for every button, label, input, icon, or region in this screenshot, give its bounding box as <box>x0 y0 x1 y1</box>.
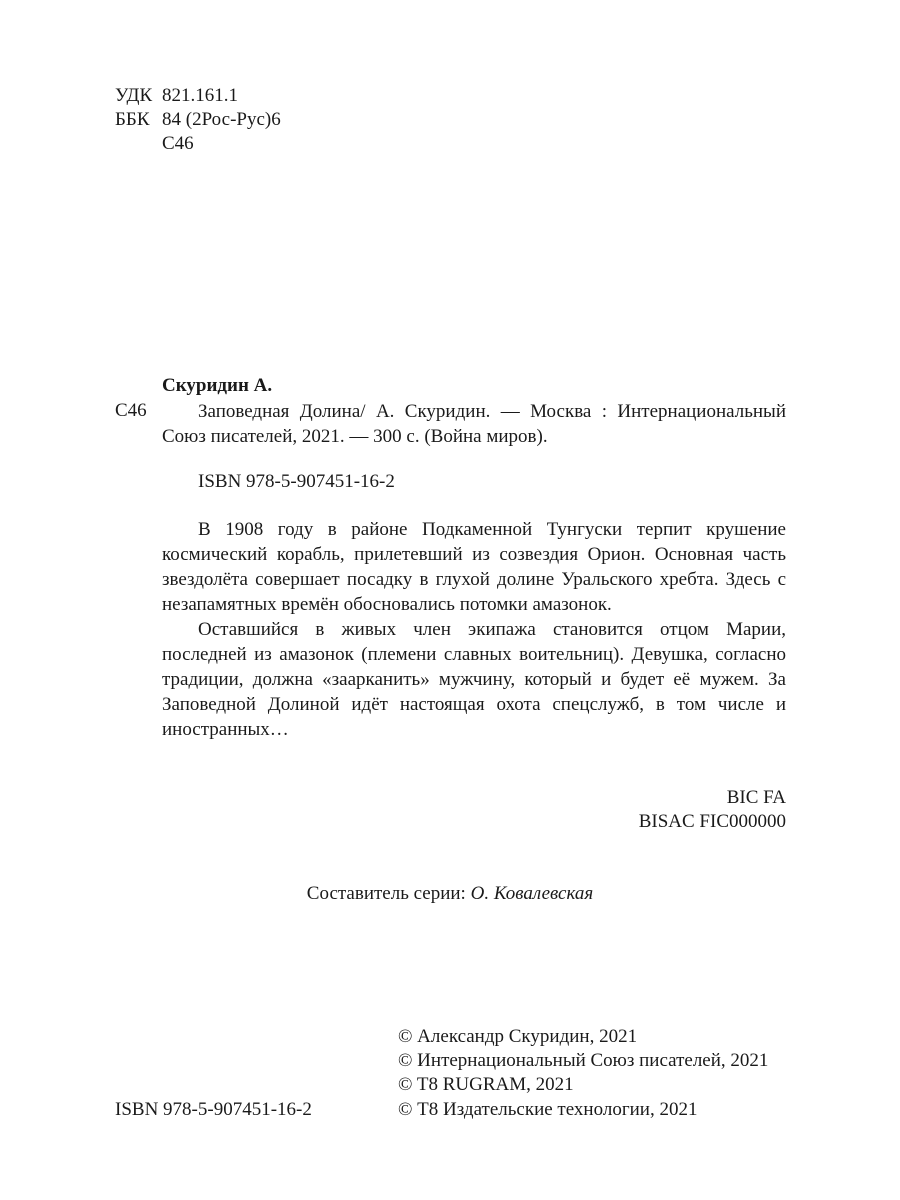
annotation-paragraph-2: Оставшийся в живых член экипажа становится отцом Марии, последней из амазонок (племени славных воительниц). Девушка, согласно традиции, должна «заарканить» мужчину, который и будет её мужем. За Заповедной Долиной идёт настоящая охота спецслужб, в том числе и иностранных… <box>162 619 786 740</box>
bibliographic-description: Заповедная Долина/ А. Скуридин. — Москва : Интернациональный Союз писателей, 2021. — 300 с. (Война миров). <box>162 401 786 447</box>
copyright-line: © Т8 Издательские технологии, 2021 <box>398 1099 698 1120</box>
entry-isbn: ISBN 978-5-907451-16-2 <box>198 471 395 492</box>
bbk-label: ББК <box>115 109 150 130</box>
author-mark: С46 <box>162 133 194 154</box>
bisac-code: BISAC FIC000000 <box>638 811 786 832</box>
copyright-line: © Интернациональный Союз писателей, 2021 <box>398 1050 769 1071</box>
udk-value: 821.161.1 <box>162 85 238 106</box>
author-name: Скуридин А. <box>162 375 273 396</box>
bic-code: BIC FA <box>726 787 786 808</box>
copyright-line: © Александр Скуридин, 2021 <box>398 1026 638 1047</box>
series-compiler-label: Составитель серии: <box>306 883 466 904</box>
udk-label: УДК <box>115 85 153 106</box>
copyright-line: © T8 RUGRAM, 2021 <box>398 1074 574 1095</box>
series-compiler-name: О. Ковалевская <box>470 883 594 904</box>
series-compiler <box>0 882 900 906</box>
entry-author-mark: С46 <box>115 400 147 421</box>
annotation-paragraph-1: В 1908 году в районе Подкаменной Тунгуски терпит крушение космический корабль, прилетевший из созвездия Орион. Основная часть звездолёта совершает посадку в глухой долине Уральского хребта. Здесь с незапамятных времён обосновались потомки амазонок. <box>162 519 786 615</box>
bbk-value: 84 (2Рос-Рус)6 <box>162 109 281 130</box>
bottom-isbn: ISBN 978-5-907451-16-2 <box>115 1099 312 1120</box>
